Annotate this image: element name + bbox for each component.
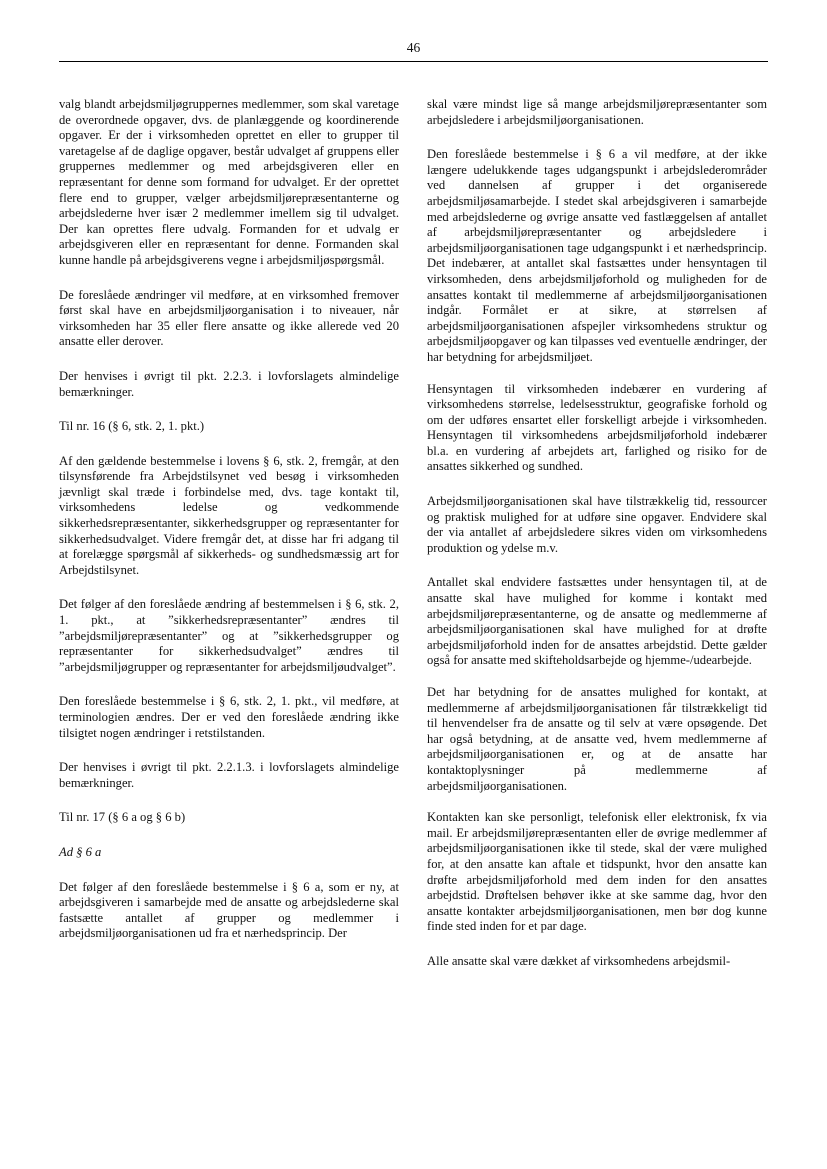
sub-heading: Ad § 6 a	[59, 844, 102, 859]
paragraph: Der henvises i øvrigt til pkt. 2.2.1.3. i lovforslagets almindelige bemærkninger.	[59, 760, 399, 790]
left-column	[59, 97, 399, 942]
paragraph: Antallet skal endvidere fastsættes under hensyntagen til, at de ansatte skal have mulighed for komme i kontakt med arbejdsmiljørepræsentanterne, og de ansatte og medlemmerne af arbejdsmiljøorganisationen skal have mulighed for at drøfte arbejdsmiljøforhold inden for de ansattes arbejdstid. Dette gælder også for ansatte med skifteholdsarbejde og hjemme-/udearbejde.	[427, 575, 767, 668]
paragraph: Arbejdsmiljøorganisationen skal have tilstrækkelig tid, ressourcer og praktisk mulighed for at udføre sine opgaver. Endvidere skal der via antallet af arbejdsledere sikres viden om virksomhedens produktion og ydelse m.v.	[427, 494, 767, 555]
paragraph: Af den gældende bestemmelse i lovens § 6, stk. 2, fremgår, at den tilsynsførende fra Arbejdstilsynet ved besøg i virksomheden jævnligt skal træde i forbindelse med, dvs. tage kontakt til, virksomhedens ledelse og vedkommende sikkerhedsrepræsentanter, sikkerhedsgrupper og repræsentanter for sikkerhedsudvalget. Videre fremgår det, at disse har fri adgang til at forelægge spørgsmål af sikkerheds- og sundhedsmæssig art for Arbejdstilsynet.	[59, 453, 399, 577]
paragraph: skal være mindst lige så mange arbejdsmiljørepræsentanter som arbejdsledere i arbejdsmiljøorganisationen.	[427, 97, 767, 127]
paragraph: Den foreslåede bestemmelse i § 6, stk. 2, 1. pkt., vil medføre, at terminologien ændres. Der er ved den foreslåede ændring ikke tilsigtet nogen ændringer i retstilstanden.	[59, 694, 399, 740]
header-rule	[59, 61, 768, 62]
section-heading: Til nr. 17 (§ 6 a og § 6 b)	[59, 810, 186, 825]
section-heading: Til nr. 16 (§ 6, stk. 2, 1. pkt.)	[59, 419, 205, 434]
right-column	[427, 97, 767, 970]
paragraph: Kontakten kan ske personligt, telefonisk eller elektronisk, fx via mail. Er arbejdsmiljørepræsentanten eller de øvrige medlemmer af arbejdsmiljøorganisationen ikke til stede, skal der være mulighed for, at den ansatte kan aftale et tidspunkt, hvor den ansatte kan drøfte arbejdsmiljøforhold med dem inden for den ansattes arbejdstid. Drøftelsen behøver ikke at ske samme dag, hvor den ansatte kontakter arbejdsmiljøorganisationen, men bør dog kunne finde sted inden for et par dage.	[427, 810, 767, 934]
paragraph: De foreslåede ændringer vil medføre, at en virksomhed fremover først skal have en arbejdsmiljøorganisation i to niveauer, når virksomheden har 35 eller flere ansatte og ikke allerede ved 20 ansatte eller derover.	[59, 287, 399, 349]
paragraph: Den foreslåede bestemmelse i § 6 a vil medføre, at der ikke længere udelukkende tages udgangspunkt i arbejdslederområder ved dannelsen af grupper i det organiserede arbejdsmiljøsamarbejde. I stedet skal arbejdsgiveren i samarbejde med arbejdslederne og øvrige ansatte ved fastlæggelsen af antallet af arbejdsmiljørepræsentanter og arbejdsledere i arbejdsmiljøorganisationen tage udgangspunkt i et nærhedsprincip. Det indebærer, at antallet skal fastsættes under hensyntagen til virksomheden, dens arbejdsmiljøforhold og muligheden for de ansattes kontakt til medlemmerne af arbejdsmiljøorganisationen indgår. Formålet er at sikre, at størrelsen af arbejdsmiljøorganisationen afspejler virksomhedens struktur og arbejdsmiljøopgaver og kan tilpasses ved eventuelle ændringer, der har betydning for arbejdsmiljøet.	[427, 147, 767, 364]
paragraph: Det har betydning for de ansattes mulighed for kontakt, at medlemmerne af arbejdsmiljøorganisationen får tilstrækkeligt tid til henvendelser fra de ansatte og til selv at være opsøgende. Det har også betydning, at de ansatte ved, hvem medlemmerne af arbejdsmiljøorganisationen er, og at de ansatte har kontaktoplysninger på medlemmerne af arbejdsmiljøorganisationen.	[427, 685, 767, 793]
paragraph: Alle ansatte skal være dækket af virksomhedens arbejdsmil-	[427, 953, 731, 968]
paragraph: valg blandt arbejdsmiljøgruppernes medlemmer, som skal varetage de overordnede opgaver, dvs. de planlæggende og koordinerende opgaver. Er der i virksomheden oprettet en eller to grupper til varetagelse af de daglige opgaver, består udvalget af gruppens eller gruppernes medlemmer og med arbejdsgiveren eller en repræsentant for denne som formand for udvalget. Er der oprettet flere end to grupper, vælger arbejdsmiljørepræsentanterne og arbejdslederne hver især 2 medlemmer imellem sig til udvalget. Der kan oprettes flere udvalg. Formanden for et udvalg er arbejdsgiveren eller en repræsentant for denne. Formanden skal kunne handle på arbejdsgiverens vegne i arbejdsmiljøspørgsmål.	[59, 97, 399, 267]
paragraph: Det følger af den foreslåede bestemmelse i § 6 a, som er ny, at arbejdsgiveren i samarbejde med de ansatte og arbejdslederne skal fastsætte antallet af grupper og medlemmer i arbejdsmiljøorganisationen ud fra et nærhedsprincip. Der	[59, 879, 399, 941]
paragraph: Det følger af den foreslåede ændring af bestemmelsen i § 6, stk. 2, 1. pkt., at ”sikkerhedsrepræsentanter” ændres til ”arbejdsmiljørepræsentanter” og at ”sikkerhedsgrupper og repræsentanter for sikkerhedsudvalget” ændres til ”arbejdsmiljøgrupper og repræsentanter for arbejdsmiljøudvalget”.	[59, 597, 399, 674]
paragraph: Hensyntagen til virksomheden indebærer en vurdering af virksomhedens størrelse, ledelsesstruktur, geografiske forhold og om der udføres ensartet eller forskelligt arbejde i virksomheden. Hensyntagen til virksomhedens arbejdsmiljøforhold indebærer bl.a. en vurdering af arbejdets art, farlighed og risiko for de ansattes sikkerhed og sundhed.	[427, 381, 767, 474]
page-number: 46	[406, 40, 421, 55]
paragraph: Der henvises i øvrigt til pkt. 2.2.3. i lovforslagets almindelige bemærkninger.	[59, 368, 399, 399]
